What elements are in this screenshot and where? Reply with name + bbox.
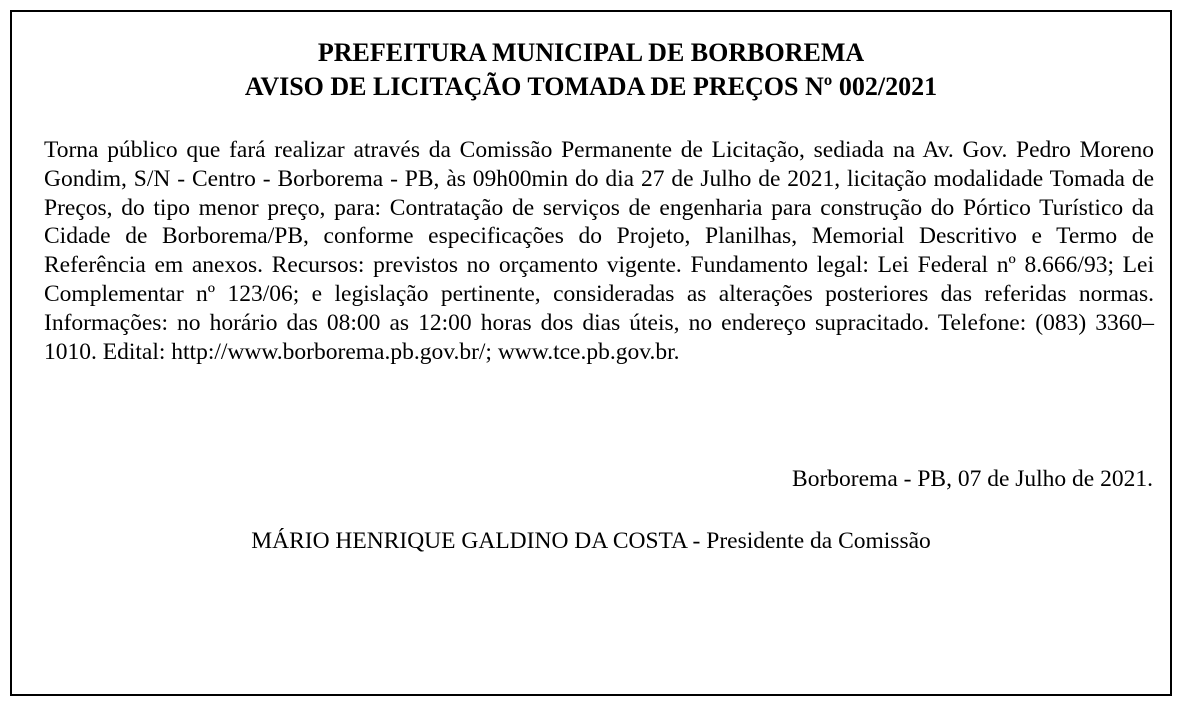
place-date: Borborema - PB, 07 de Julho de 2021. [792,466,1153,492]
notice-paragraph: Torna público que fará realizar através da Comissão Permanente de Licitação, sediada na Av. Gov. Pedro Moreno Gondim, S/N - Centro - Borborema - PB, às 09h00min do dia 27 de Julho de 2021, licitação modalidade Tomada de Preços, do tipo menor preço, para: Contratação de serviços de engenharia para construção do Pórtico Turístico da Cidade de Borborema/PB, conforme especificações do Projeto, Planilhas, Memorial Descritivo e Termo de Referência em anexos. Recursos: previstos no orçamento vigente. Fundamento legal: Lei Federal nº 8.666/93; Lei Complementar nº 123/06; e legislação pertinente, consideradas as alterações posteriores das referidas normas. Informações: no horário das 08:00 as 12:00 horas dos dias úteis, no endereço supracitado. Telefone: (083) 3360–1010. Edital: http://www.borborema.pb.gov.br/; www.tce.pb.gov.br. [44,137,1154,365]
notice-title-municipality: PREFEITURA MUNICIPAL DE BORBOREMA [317,38,865,67]
notice-body [44,136,1154,366]
signature: MÁRIO HENRIQUE GALDINO DA COSTA - Presidente da Comissão [251,528,931,554]
notice-title-bid: AVISO DE LICITAÇÃO TOMADA DE PREÇOS Nº 002/2021 [244,72,938,101]
notice-box [10,10,1172,696]
